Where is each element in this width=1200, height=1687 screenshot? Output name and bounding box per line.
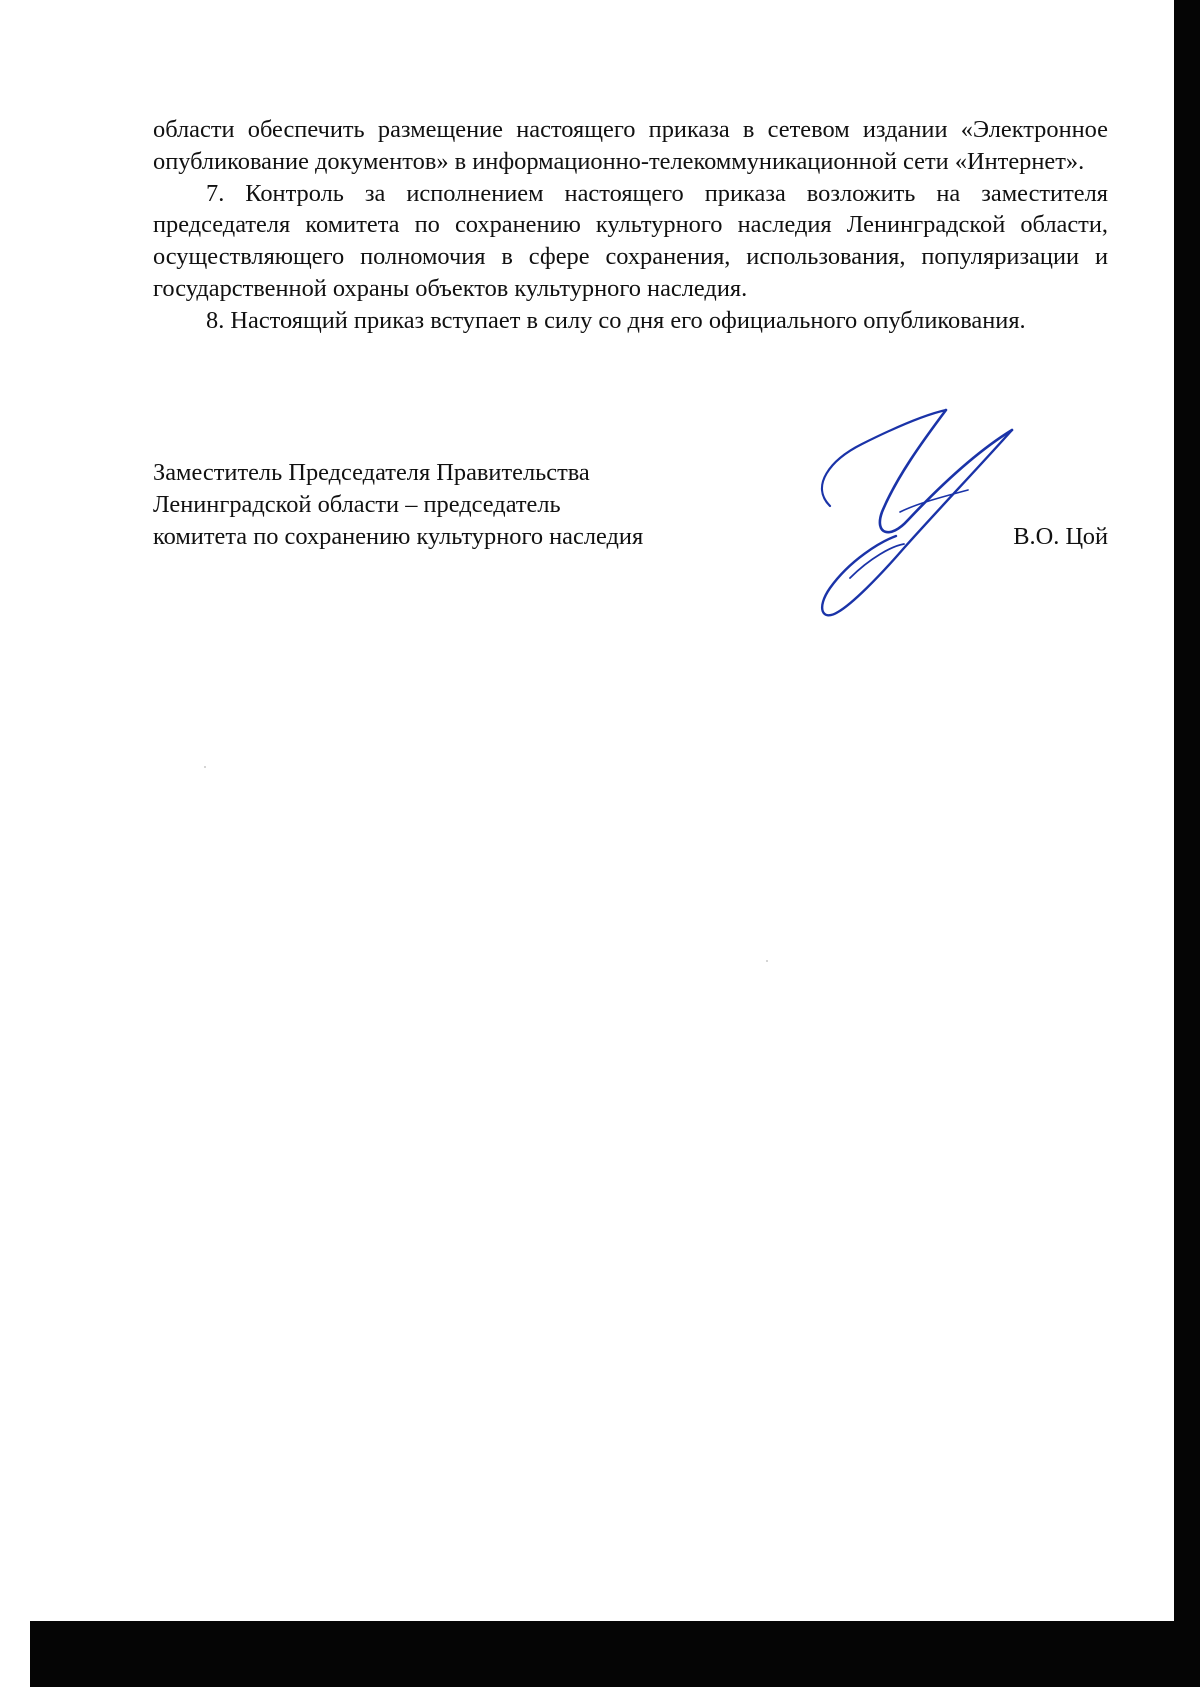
signer-name: В.О. Цой: [1013, 522, 1108, 550]
document-body: [153, 114, 1108, 337]
paragraph-7-control: 7. Контроль за исполнением настоящего приказа возложить на заместителя председателя комитета по сохранению культурного наследия Ленинградской области, осуществляющего полномочия в сфере сохранения, использования, популяризации и государственной охраны объектов культурного наследия.: [153, 179, 1108, 302]
scan-speck: [204, 766, 206, 768]
signer-position-line: Ленинградской области – председатель: [153, 490, 561, 518]
scan-border-bottom: [30, 1621, 1200, 1687]
signature-block: [153, 457, 1108, 552]
scan-border-right: [1174, 0, 1200, 1687]
paragraph-8-entry-into-force: 8. Настоящий приказ вступает в силу со дня его официального опубликования.: [206, 306, 1026, 334]
paragraph-publication-continuation: области обеспечить размещение настоящего приказа в сетевом издании «Электронное опубликование документов» в информационно-телекоммуникационной сети «Интернет».: [153, 116, 1108, 175]
signer-position-line: Заместитель Председателя Правительства: [153, 459, 590, 486]
signer-position-line: комитета по сохранению культурного наследия: [153, 522, 644, 550]
scan-speck: [766, 960, 768, 962]
